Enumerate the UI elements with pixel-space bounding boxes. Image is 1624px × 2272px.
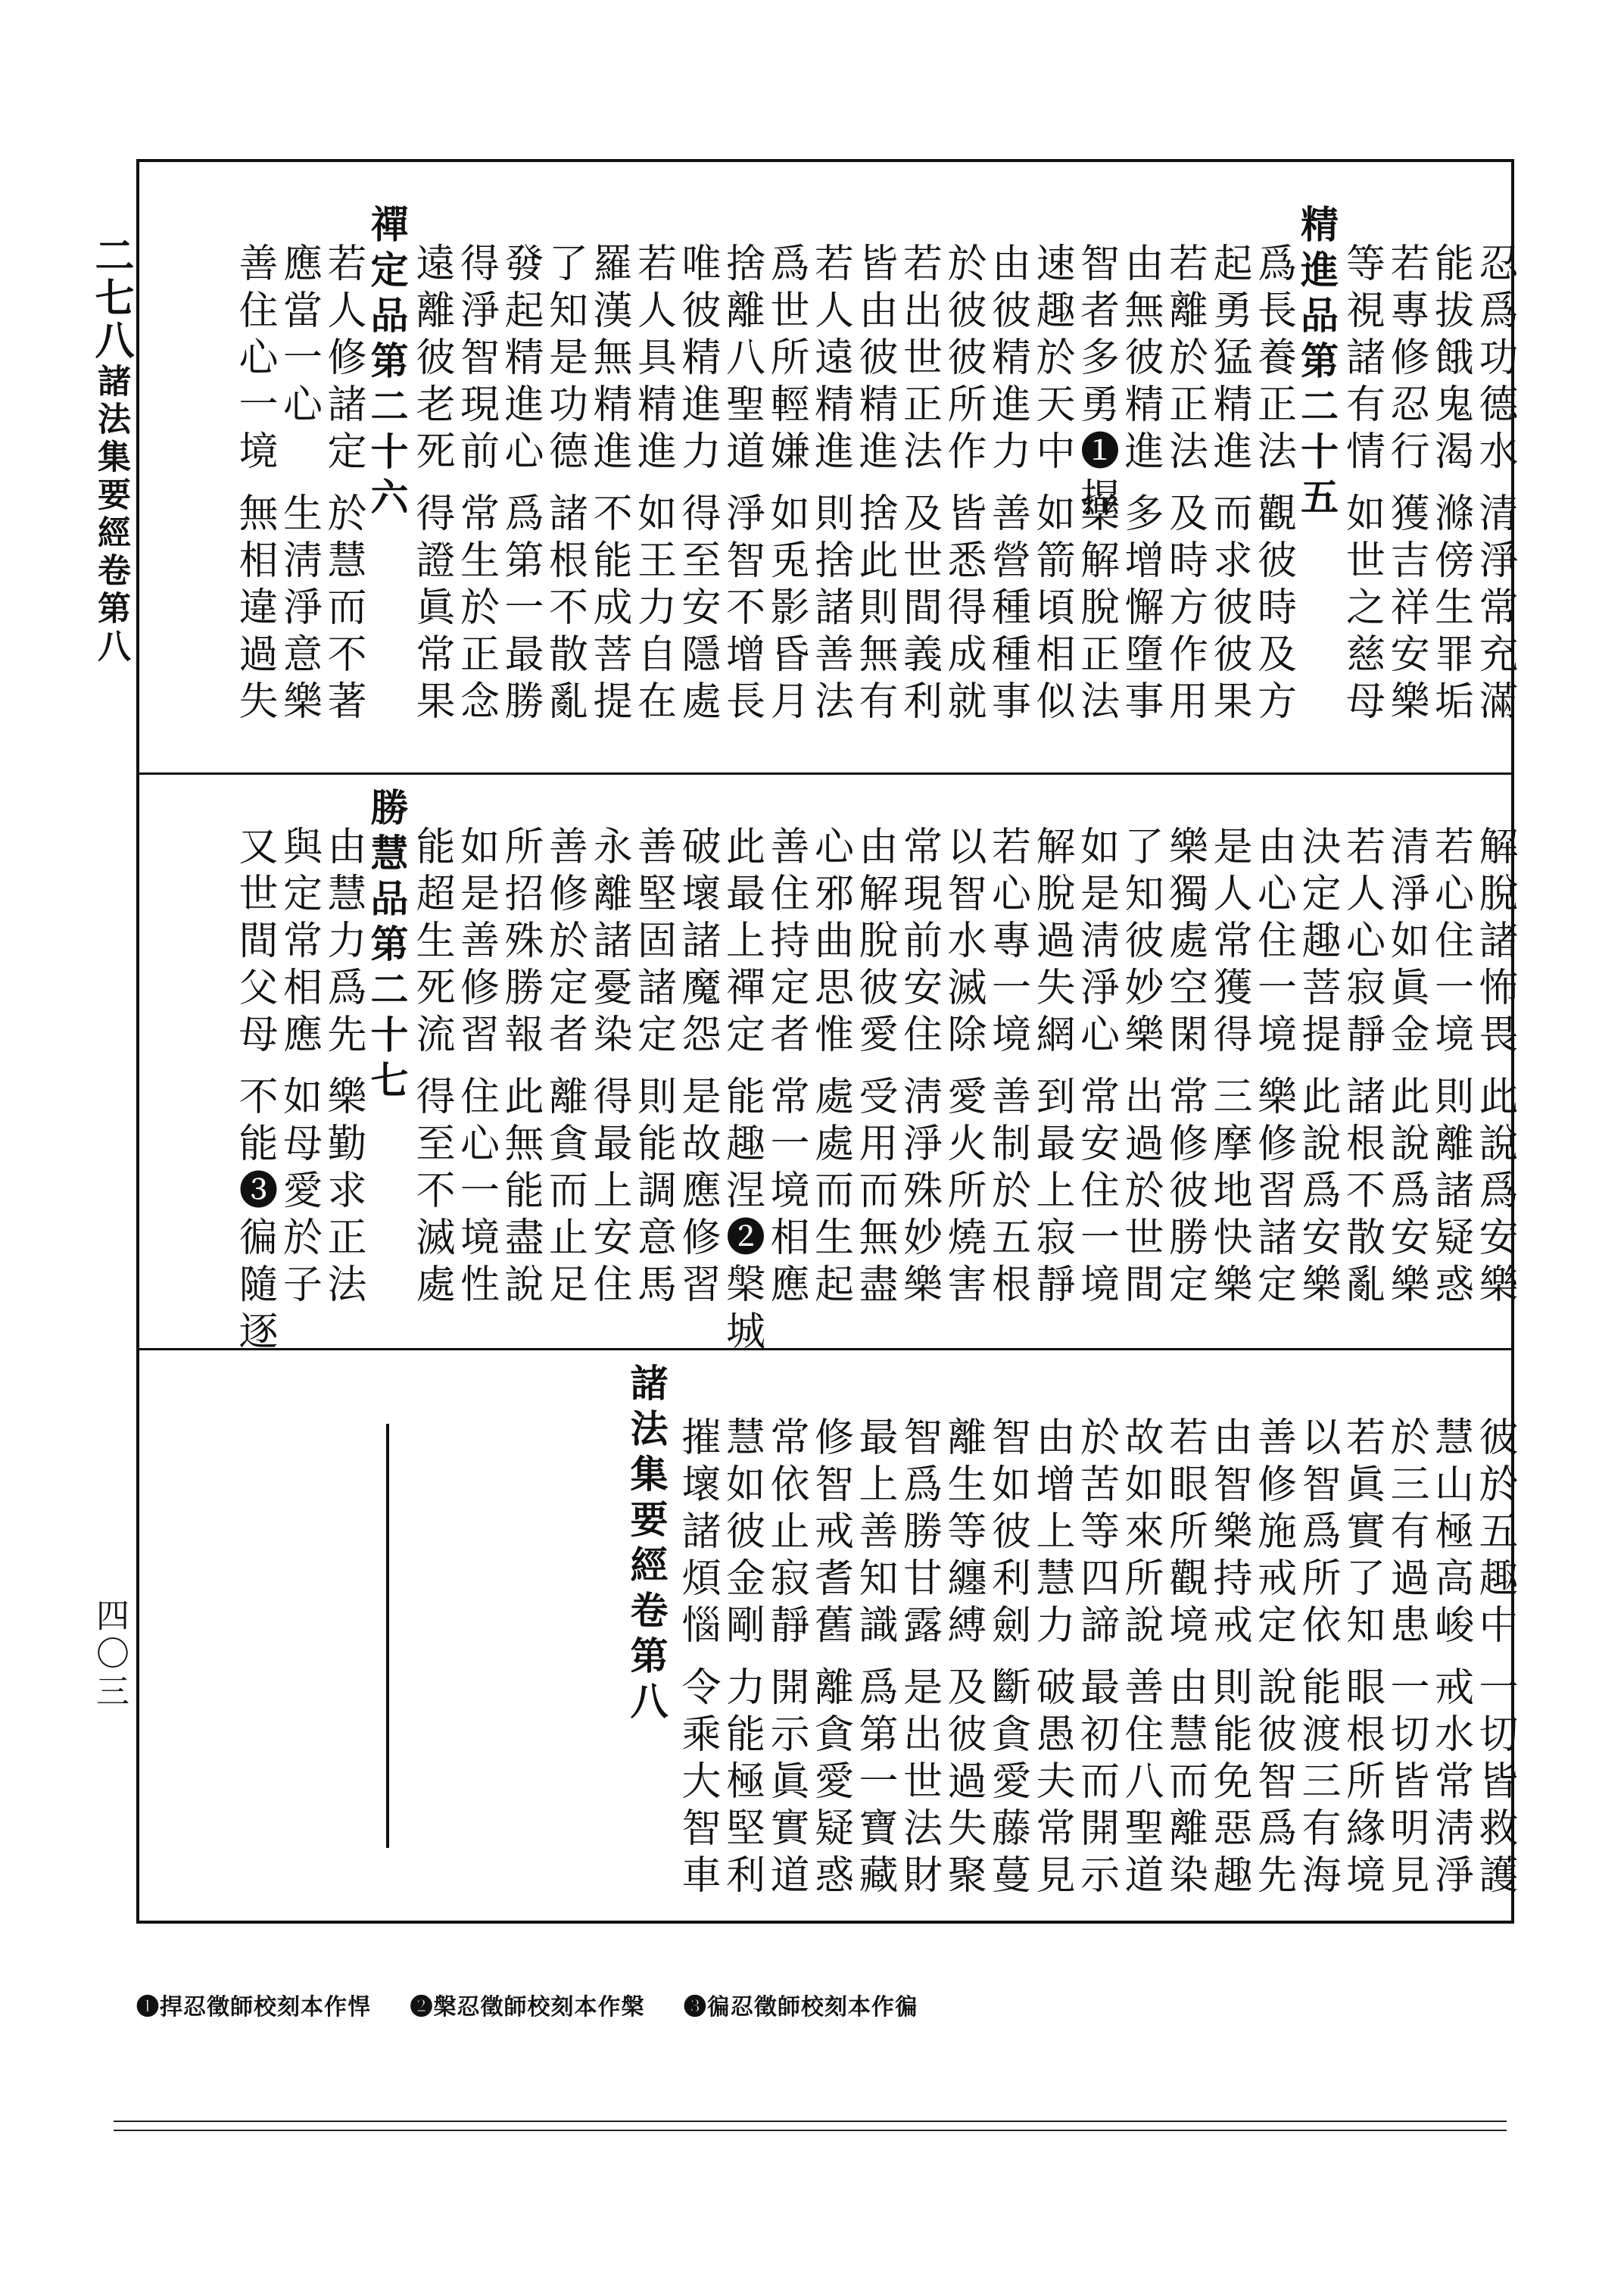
verse-line-upper: 唯彼精進力 [675,242,720,477]
verse-line-upper: 清淨如眞金 [1383,825,1429,1060]
verse-line-upper: 破壞諸魔怨 [675,825,720,1060]
verse-line-lower: 樂修習諸定 [1250,1075,1296,1310]
verse-line-upper: 以智爲所依 [1295,1416,1340,1651]
verse-line-lower: 如箭頃相似 [1029,492,1074,727]
footnotes [136,1988,949,2021]
verse-line-upper: 樂獨處空閑 [1161,825,1208,1060]
verse-line-upper: 若人修諸定 [320,242,366,477]
verse-line-upper: 善修於定者 [541,825,588,1060]
verse-line-lower: 爲第一最勝 [497,492,543,727]
verse-line-upper: 若眼所觀境 [1161,1416,1208,1651]
verse-line-lower: 開示眞實道 [763,1666,809,1901]
verse-line-lower: 住心一境性 [453,1075,499,1310]
verse-line-upper: 若心住一境 [1427,825,1473,1060]
verse-line-lower: 則捨諸善法 [807,492,853,727]
verse-line-lower: 捨此則無有 [852,492,897,727]
section-title: 禪定品第二十六 [364,204,410,523]
verse-line-upper: 常現前安住 [896,825,942,1060]
verse-line-upper: 善住持定者 [763,825,809,1060]
verse-line-upper: 由無彼精進 [1117,242,1163,477]
verse-line-lower: 得最上安住 [586,1075,631,1310]
verse-line-lower: 離貪而止足 [541,1075,588,1310]
verse-line-upper: 此最上禪定 [718,825,765,1060]
verse-line-upper: 若人心寂靜 [1339,825,1385,1060]
verse-line-upper: 善堅固諸定 [630,825,676,1060]
verse-line-lower: 力能極堅利 [718,1666,765,1901]
verse-line-lower: 離貪愛疑惑 [807,1666,853,1901]
verse-line-lower: 觀彼時及方 [1250,492,1296,727]
verse-line-lower: 得證眞常果 [409,492,454,727]
verse-line-lower: 善住八聖道 [1117,1666,1163,1901]
verse-line-lower: 清淨常充滿 [1472,492,1517,727]
verse-line-lower: 常生於正念 [453,492,499,727]
verse-line-lower: 能渡三有海 [1295,1666,1340,1901]
verse-line-upper: 若人具精進 [630,242,676,477]
verse-line-upper: 速趣於天中 [1029,242,1074,477]
verse-line-upper: 善修施戒定 [1250,1416,1296,1651]
verse-line-upper: 所招殊勝報 [497,825,543,1060]
bottom-rule [114,2130,1507,2131]
verse-line-lower: 說彼智爲先 [1250,1666,1296,1901]
verse-line-lower: 則能免惡趣 [1206,1666,1252,1901]
verse-line-lower: 樂解脫正法 [1073,492,1119,727]
verse-line-upper: 於苦等四諦 [1073,1416,1119,1651]
verse-line-lower: 而求彼彼果 [1206,492,1252,727]
verse-line-upper: 永離諸憂染 [586,825,631,1060]
verse-line-lower: 滌傍生罪垢 [1427,492,1473,727]
verse-line-lower: 破愚夫常見 [1029,1666,1074,1901]
verse-line-upper: 應當一心 [276,242,322,430]
verse-line-upper: 善住心一境 [232,242,277,477]
verse-line-upper: 捨離八聖道 [718,242,765,477]
verse-line-lower: 多增懈墮事 [1117,492,1163,727]
verse-line-upper: 智爲勝甘露 [896,1416,942,1651]
verse-line-upper: 智如彼利劍 [984,1416,1030,1651]
verse-line-lower: 則離諸疑惑 [1427,1075,1473,1310]
verse-line-upper: 又世間父母 [232,825,277,1060]
footnote: ❸徧忍徵師校刻本作徧 [683,1994,918,2021]
verse-line-lower: 此說爲安樂 [1295,1075,1340,1310]
band-divider [136,1348,1514,1350]
verse-line-lower: 三摩地快樂 [1206,1075,1252,1310]
verse-line-lower: 爲第一寶藏 [852,1666,897,1901]
verse-line-lower: 此說爲安樂 [1472,1075,1517,1310]
verse-line-lower: 到最上寂靜 [1029,1075,1074,1310]
verse-line-lower: 能趣涅❷槃城 [718,1075,765,1357]
verse-line-lower: 一切皆明見 [1383,1666,1429,1901]
verse-line-upper: 以智水滅除 [940,825,986,1060]
verse-line-lower: 得至安隱處 [675,492,720,727]
verse-line-lower: 由慧而離染 [1161,1666,1208,1901]
verse-line-upper: 爲世所輕嫌 [763,242,809,477]
verse-line-upper: 由增上慧力 [1029,1416,1074,1651]
verse-line-upper: 修智戒耆舊 [807,1416,853,1651]
verse-line-upper: 若專修忍行 [1383,242,1429,477]
verse-line-upper: 由慧力爲先 [320,825,366,1060]
verse-line-lower: 常修彼勝定 [1161,1075,1208,1310]
verse-line-upper: 常依止寂靜 [763,1416,809,1651]
page-number-bottom: 四〇三 [90,1598,129,1712]
verse-line-lower: 淸淨殊妙樂 [896,1075,942,1310]
verse-line-upper: 決定趣菩提 [1295,825,1340,1060]
verse-line-upper: 羅漢無精進 [586,242,631,477]
verse-line-lower: 斷貪愛藤蔓 [984,1666,1030,1901]
verse-line-lower: 則能調意馬 [630,1075,676,1310]
verse-line-upper: 與定常相應 [276,825,322,1060]
verse-line-upper: 忍爲功德水 [1472,242,1517,477]
verse-line-lower: 諸根不散亂 [541,492,588,727]
verse-line-upper: 若眞實了知 [1339,1416,1385,1651]
footnote: ❶捍忍徵師校刻本作悍 [136,1994,371,2021]
verse-line-lower: 如兎影昏月 [763,492,809,727]
page-number-top: 二七八 [88,235,134,362]
end-rule [386,1424,389,1848]
section-title: 精進品第二十五 [1295,204,1339,523]
verse-line-lower: 善營種種事 [984,492,1030,727]
footnote: ❷槃忍徵師校刻本作槃 [410,1994,645,2021]
verse-line-upper: 起勇猛精進 [1206,242,1252,477]
verse-line-lower: 是出世法財 [896,1666,942,1901]
verse-line-lower: 受用而無盡 [852,1075,897,1310]
verse-line-upper: 解脫諸怖畏 [1472,825,1517,1060]
verse-line-upper: 慧山極高峻 [1427,1416,1473,1651]
verse-line-lower: 眼根所緣境 [1339,1666,1385,1901]
verse-line-lower: 常安住一境 [1073,1075,1119,1310]
verse-line-upper: 由心住一境 [1250,825,1296,1060]
verse-line-lower: 獲吉祥安樂 [1383,492,1429,727]
verse-line-lower: 生淸淨意樂 [276,492,322,727]
verse-line-lower: 最初而開示 [1073,1666,1119,1901]
verse-line-lower: 一切皆救護 [1472,1666,1517,1901]
band-divider [136,772,1514,775]
verse-line-upper: 由智樂持戒 [1206,1416,1252,1651]
verse-line-lower: 處處而生起 [807,1075,853,1310]
verse-line-upper: 於三有過患 [1383,1416,1429,1651]
closing-title: 諸法集要經卷第八 [624,1363,669,1727]
verse-line-upper: 得淨智現前 [453,242,499,477]
running-book-title: 諸法集要經卷第八 [92,364,130,666]
verse-line-upper: 故如來所說 [1117,1416,1163,1651]
verse-line-upper: 由彼精進力 [984,242,1030,477]
verse-line-upper: 發起精進心 [497,242,543,477]
verse-line-lower: 及世間義利 [896,492,942,727]
verse-line-upper: 若離於正法 [1161,242,1208,477]
bottom-rule [114,2121,1507,2122]
verse-line-lower: 樂勤求正法 [320,1075,366,1310]
verse-line-lower: 常一境相應 [763,1075,809,1310]
verse-line-lower: 如王力自在 [630,492,676,727]
verse-line-lower: 不能❸徧隨逐 [232,1075,277,1357]
verse-line-lower: 及時方作用 [1161,492,1208,727]
verse-line-upper: 能超生死流 [409,825,454,1060]
verse-line-lower: 無相違過失 [232,492,277,727]
verse-line-upper: 若人遠精進 [807,242,853,477]
verse-line-upper: 離生等纏縛 [940,1416,986,1651]
verse-line-upper: 是人常獲得 [1206,825,1252,1060]
verse-line-upper: 能拔餓鬼渴 [1427,242,1473,477]
verse-line-lower: 不能成菩提 [586,492,631,727]
verse-line-lower: 及彼過失聚 [940,1666,986,1901]
verse-line-upper: 摧壞諸煩惱 [675,1416,720,1651]
verse-line-upper: 於彼彼所作 [940,242,986,477]
verse-line-lower: 令乘大智車 [675,1666,720,1901]
verse-line-upper: 了知是功德 [541,242,588,477]
verse-line-lower: 如母愛於子 [276,1075,322,1310]
verse-line-upper: 皆由彼精進 [852,242,897,477]
verse-line-upper: 智者多勇❶捍 [1073,242,1119,524]
verse-line-upper: 心邪曲思惟 [807,825,853,1060]
verse-line-lower: 此無能盡說 [497,1075,543,1310]
verse-line-upper: 等視諸有情 [1339,242,1385,477]
verse-line-lower: 皆悉得成就 [940,492,986,727]
verse-line-upper: 若心專一境 [984,825,1030,1060]
verse-line-lower: 此說爲安樂 [1383,1075,1429,1310]
verse-line-upper: 最上善知識 [852,1416,897,1651]
verse-line-upper: 遠離彼老死 [409,242,454,477]
verse-line-upper: 若出世正法 [896,242,942,477]
verse-line-lower: 諸根不散亂 [1339,1075,1385,1310]
verse-line-lower: 愛火所燒害 [940,1075,986,1310]
verse-line-lower: 善制於五根 [984,1075,1030,1310]
verse-line-lower: 出過於世間 [1117,1075,1163,1310]
verse-line-upper: 了知彼妙樂 [1117,825,1163,1060]
verse-line-lower: 於慧而不著 [320,492,366,727]
verse-line-lower: 得至不滅處 [409,1075,454,1310]
verse-line-upper: 彼於五趣中 [1472,1416,1517,1651]
verse-line-lower: 戒水常淸淨 [1427,1666,1473,1901]
verse-line-upper: 由解脫彼愛 [852,825,897,1060]
verse-line-upper: 如是善修習 [453,825,499,1060]
verse-line-upper: 解脫過失網 [1029,825,1074,1060]
verse-line-lower: 如世之慈母 [1339,492,1385,727]
section-title: 勝慧品第二十七 [364,788,410,1106]
verse-line-upper: 慧如彼金剛 [718,1416,765,1651]
verse-line-upper: 如是淸淨心 [1073,825,1119,1060]
verse-line-upper: 爲長養正法 [1250,242,1296,477]
verse-line-lower: 是故應修習 [675,1075,720,1310]
verse-line-lower: 淨智不增長 [718,492,765,727]
